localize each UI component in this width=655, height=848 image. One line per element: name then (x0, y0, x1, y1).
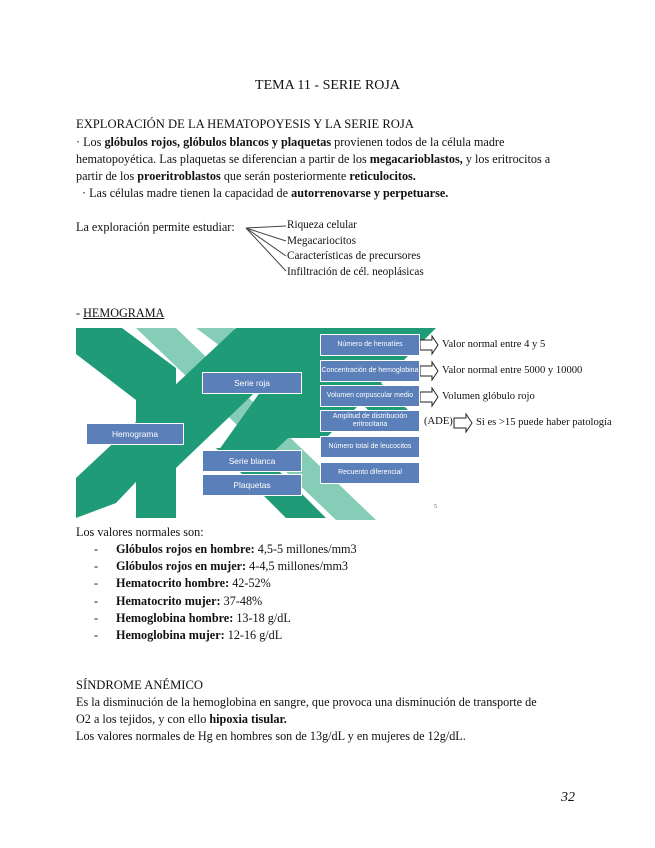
paragraph-line (76, 151, 550, 168)
hemograma-heading (76, 305, 164, 322)
section-heading-anemia: SÍNDROME ANÉMICO (76, 678, 203, 692)
paragraph-line: Es la disminución de la hemoglobina en sangre, que provoca una disminución de transporte de (76, 695, 537, 709)
node-concentracion-hemoglobina: Concentración de hemoglobina (320, 360, 420, 382)
note-ade-label: (ADE) (424, 416, 453, 427)
text-run: provienen todos de la célula madre (331, 135, 505, 149)
list-item: - Glóbulos rojos en hombre: 4,5-5 millones/mm3 (94, 542, 357, 556)
bracket-lines (244, 222, 290, 276)
node-volumen-corpuscular: Volumen corpuscular medio (320, 385, 420, 407)
item-value: 4,5-5 millones/mm3 (254, 542, 357, 556)
bold-run: glóbulos rojos, glóbulos blancos y plaquetas (104, 135, 332, 149)
note-hemoglobina: Valor normal entre 5000 y 10000 (442, 365, 583, 376)
list-item: - Glóbulos rojos en mujer: 4-4,5 millones/mm3 (94, 559, 349, 574)
item-label: Hemoglobina mujer: (116, 628, 225, 643)
page-title: TEMA 11 - SERIE ROJA (255, 78, 400, 93)
exploration-item: Riqueza celular (287, 219, 357, 231)
normal-values-list (94, 541, 357, 644)
text-run: hematopoyética. Las plaquetas se diferencian a partir de los (76, 152, 370, 166)
item-value: 4-4,5 millones/mm3 (246, 559, 349, 574)
item-label: Hematocrito hombre: (116, 576, 230, 591)
bold-run: autorrenovarse y perpetuarse. (291, 186, 449, 200)
node-recuento-diferencial: Recuento diferencial (320, 462, 420, 484)
paragraph-line (76, 134, 504, 151)
text-run: y los eritrocitos a (462, 152, 551, 166)
text-run: · Los (76, 135, 105, 149)
note-hematies: Valor normal entre 4 y 5 (442, 339, 546, 350)
node-numero-leucocitos: Número total de leucocitos (320, 436, 420, 458)
note-ade: Si es >15 puede haber patología (476, 417, 612, 428)
item-value: 42-52% (229, 576, 271, 591)
text-run: partir de los (76, 169, 138, 183)
diagram-footnote: 5 (434, 504, 437, 510)
bold-run: hipoxia tisular. (209, 712, 287, 726)
text-run: · Las células madre tienen la capacidad de (82, 186, 292, 200)
exploration-list (287, 218, 424, 280)
paragraph-line (76, 711, 287, 728)
node-serie-roja: Serie roja (202, 372, 302, 394)
paragraph-line: Los valores normales de Hg en hombres son de 13g/dL y en mujeres de 12g/dL. (76, 729, 466, 743)
exploration-item: Infiltración de cél. neoplásicas (287, 265, 424, 278)
exploration-item: Megacariocitos (287, 234, 356, 247)
item-label: Hematocrito mujer: (116, 593, 221, 608)
note-volumen: Volumen glóbulo rojo (442, 391, 535, 402)
page-number: 32 (561, 790, 575, 805)
node-numero-hematies: Número de hematíes (320, 334, 420, 356)
section-heading-exploracion: EXPLORACIÓN DE LA HEMATOPOYESIS Y LA SERIE ROJA (76, 117, 414, 131)
list-item: - Hematocrito hombre: 42-52% (94, 576, 271, 591)
item-value: 13-18 g/dL (233, 610, 291, 625)
bold-run: reticulocitos. (349, 169, 416, 183)
heading-prefix: - (76, 306, 84, 320)
heading-text: HEMOGRAMA (83, 306, 165, 320)
exploration-item: Características de precursores (287, 250, 421, 262)
text-run: O2 a los tejidos, y con ello (76, 712, 210, 726)
exploration-intro: La exploración permite estudiar: (76, 220, 235, 234)
list-item: - Hematocrito mujer: 37-48% (94, 593, 263, 608)
list-item: - Hemoglobina hombre: 13-18 g/dL (94, 610, 291, 625)
node-amplitud-distribucion: Amplitud de distribución eritrocitaria (320, 410, 420, 432)
node-serie-blanca: Serie blanca (202, 450, 302, 472)
item-value: 12-16 g/dL (224, 628, 283, 643)
hemograma-diagram (76, 328, 636, 520)
item-label: Glóbulos rojos en hombre: (116, 542, 255, 556)
node-hemograma: Hemograma (86, 423, 184, 445)
item-label: Hemoglobina hombre: (116, 610, 234, 625)
item-value: 37-48% (220, 593, 263, 608)
item-label: Glóbulos rojos en mujer: (116, 559, 247, 574)
list-item: - Hemoglobina mujer: 12-16 g/dL (94, 628, 283, 643)
paragraph-line (82, 185, 448, 202)
text-run: que serán posteriormente (220, 169, 350, 183)
node-plaquetas: Plaquetas (202, 474, 302, 496)
bold-run: megacarioblastos, (369, 152, 463, 166)
paragraph-line (76, 168, 416, 185)
bold-run: proeritroblastos (137, 169, 221, 183)
normal-values-intro: Los valores normales son: (76, 525, 204, 539)
